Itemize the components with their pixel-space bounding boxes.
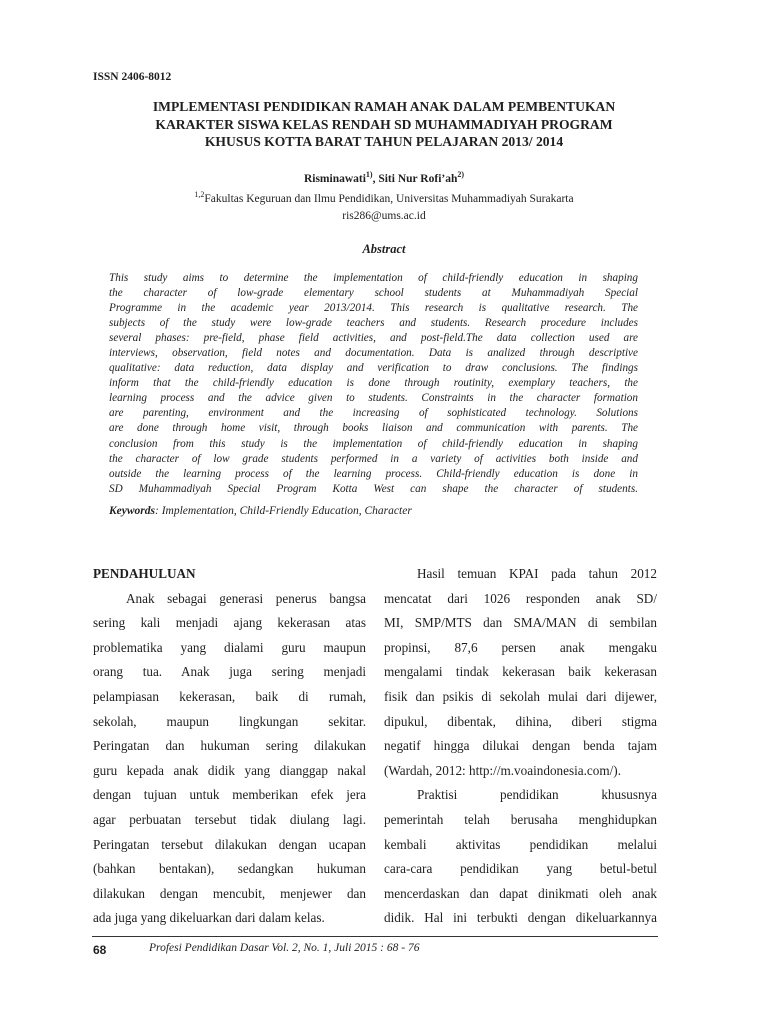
journal-citation: Profesi Pendidikan Dasar Vol. 2, No. 1, Juli 2015 : 68 - 76: [149, 942, 420, 954]
body-line: propinsi, 87,6 persen anak mengaku: [384, 639, 657, 655]
author-name: Risminawati: [303, 172, 366, 185]
title-line: KARAKTER SISWA KELAS RENDAH SD MUHAMMADIYAH PROGRAM: [155, 116, 613, 132]
author-sup: 2): [457, 170, 465, 179]
body-line: Hasil temuan KPAI pada tahun 2012: [417, 566, 657, 581]
body-line: pelampiasan kekerasan, baik di rumah,: [93, 688, 366, 704]
author-sup: 1): [365, 170, 373, 179]
abstract-line: Programme in the academic year 2013/2014. This research is qualitative research. The: [109, 302, 638, 315]
affiliation-line: [90, 186, 678, 208]
body-line: (Wardah, 2012: http://m.voaindonesia.com/).: [384, 762, 621, 778]
left-column: [93, 562, 366, 931]
body-line: MI, SMP/MTS dan SMA/MAN di sembilan: [384, 615, 657, 631]
abstract-line: the character of low grade students performed in a variety of activities both inside and: [109, 452, 638, 465]
keywords-text: : Implementation, Child-Friendly Education, Character: [155, 505, 412, 517]
body-line: guru kepada anak didik yang dianggap nakal: [93, 762, 366, 778]
affiliation-text: Fakultas Keguruan dan Ilmu Pendidikan, Universitas Muhammadiyah Surakarta: [204, 192, 574, 205]
right-column: [384, 562, 657, 931]
abstract-line: qualitative: data reduction, data display and verification to draw conclusions. The findings: [109, 362, 638, 375]
abstract-line: This study aims to determine the implementation of child-friendly education in shaping: [109, 272, 638, 284]
body-line: Peringatan tersebut dilakukan dengan ucapan: [93, 836, 366, 852]
section-heading: PENDAHULUAN: [93, 566, 196, 581]
abstract-line: outside the learning process of the learning process. Child-friendly education is done in: [109, 467, 638, 480]
keywords-line: [109, 505, 412, 517]
body-line: Peringatan dan hukuman sering dilakukan: [93, 738, 366, 754]
body-line: dilakukan dengan mencubit, menjewer dan: [93, 885, 366, 901]
body-line: mengalami tindak kekerasan baik kekerasan: [384, 664, 657, 680]
body-line: mencerdaskan dan dapat dinikmati oleh anak: [384, 885, 657, 901]
body-line: kembali aktivitas pendidikan melalui: [384, 836, 657, 852]
abstract-line: are parenting, environment and the increasing of sophisticated technology. Solutions: [109, 407, 638, 420]
abstract-body: [109, 271, 638, 497]
author-name: Siti Nur Rofi’ah: [378, 172, 458, 185]
title-line: IMPLEMENTASI PENDIDIKAN RAMAH ANAK DALAM PEMBENTUKAN: [152, 99, 616, 114]
body-line: problematika yang dialami guru maupun: [93, 639, 366, 655]
body-line: didik. Hal ini terbukti dengan dikeluarkannya: [384, 910, 657, 926]
footer-rule: [92, 936, 658, 937]
affiliation-sup: 1,2: [194, 190, 205, 199]
body-line: (bahkan bentakan), sedangkan hukuman: [93, 861, 366, 877]
body-line: Anak sebagai generasi penerus bangsa: [126, 590, 366, 606]
abstract-line: interviews, observation, field notes and documentation. Data is analized through descriptive: [109, 347, 638, 360]
body-line: fisik dan psikis di sekolah mulai dari dijewer,: [384, 688, 657, 704]
affiliation-block: [90, 186, 678, 225]
body-line: dengan tujuan untuk memberikan efek jera: [93, 787, 366, 803]
abstract-line: learning process and the advice given to students. Constraints in the character formation: [109, 392, 638, 405]
body-line: Praktisi pendidikan khususnya: [417, 787, 657, 803]
body-line: pemerintah telah berusaha menghidupkan: [384, 811, 657, 827]
body-line: negatif hingga dilukai dengan benda tajam: [384, 738, 657, 754]
abstract-heading: Abstract: [362, 242, 406, 256]
body-line: mencatat dari 1026 responden anak SD/: [384, 590, 657, 606]
author-email: ris286@ums.ac.id: [342, 209, 426, 222]
abstract-line: are done through home visit, through books liaison and communication with parents. The: [109, 422, 638, 435]
abstract-line: inform that the child-friendly education is done through routinity, exemplary teachers, the: [109, 377, 638, 390]
abstract-line: SD Muhammadiyah Special Program Kotta West can shape the character of students.: [109, 482, 638, 495]
abstract-line: several phases: pre-field, phase field activities, and post-field.The data collection used are: [109, 332, 638, 345]
author-separator: ,: [372, 172, 379, 185]
body-line: agar perbuatan tersebut tidak diulang lagi.: [93, 811, 366, 827]
abstract-line: the character of low-grade elementary school students at Muhammadiyah Special: [109, 287, 638, 300]
title-line: KHUSUS KOTTA BARAT TAHUN PELAJARAN 2013/ 2014: [204, 134, 564, 149]
abstract-line: subjects of the study were low-grade teachers and students. Research procedure includes: [109, 317, 638, 330]
abstract-line: conclusion from this study is the implementation of child-friendly education in shaping: [109, 437, 638, 450]
body-line: cara-cara pendidikan yang betul-betul: [384, 861, 657, 877]
paper-title: [90, 98, 678, 151]
body-line: orang tua. Anak juga sering menjadi: [93, 664, 366, 680]
body-line: dipukul, dibentak, dihina, diberi stigma: [384, 713, 657, 729]
body-line: sekolah, maupun lingkungan sekitar.: [93, 713, 366, 729]
keywords-label: Keywords: [109, 505, 155, 517]
author-list: [90, 170, 678, 185]
page-number: 68: [93, 943, 107, 957]
body-line: sering kali menjadi ajang kekerasan atas: [93, 615, 366, 631]
body-line: ada juga yang dikeluarkan dari dalam kelas.: [93, 910, 325, 926]
issn-label: ISSN 2406-8012: [93, 71, 172, 83]
